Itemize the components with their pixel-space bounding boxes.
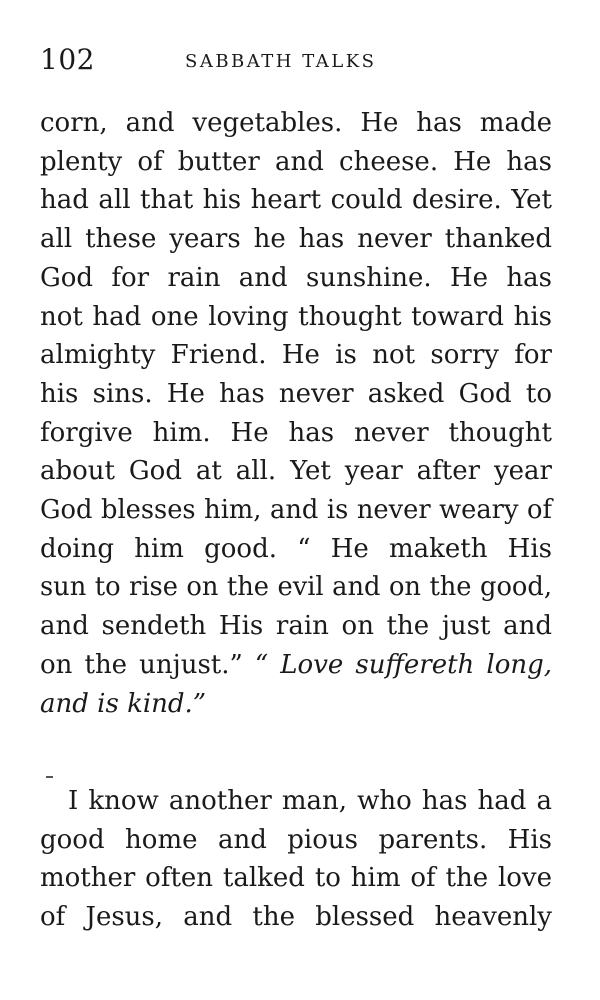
text-line: God for rain and sunshine. He has (40, 262, 552, 293)
running-title: SABBATH TALKS (185, 51, 377, 72)
page-number: 102 (40, 43, 95, 76)
paragraph-mark (46, 776, 53, 778)
text-line: had all that his heart could desire. Yet (40, 185, 552, 216)
text-line: almighty Friend. He is not sorry for (40, 340, 552, 371)
running-head (40, 42, 560, 82)
text-line: plenty of butter and cheese. He has (40, 146, 552, 177)
text-line: all these years he has never thanked (40, 224, 552, 255)
text-line: doing him good. “ He maketh His (40, 533, 552, 564)
text-line: his sins. He has never asked God to (40, 378, 552, 409)
text-line-italic-end: and is kind.” (40, 688, 207, 719)
paragraph-2 (40, 782, 552, 937)
text-line-plain: on the unjust.” (40, 649, 243, 680)
text-line-italic: “ Love suffereth long, (254, 649, 552, 680)
text-line: good home and pious parents. His (40, 824, 552, 855)
text-line: I know another man, who has had a (68, 786, 552, 816)
text-line: and sendeth His rain on the just and (40, 611, 552, 642)
text-line: corn, and vegetables. He has made (40, 108, 552, 138)
text-line: God blesses him, and is never weary of (40, 495, 552, 526)
text-line: about God at all. Yet year after year (40, 456, 552, 487)
text-line: mother often talked to him of the love (40, 863, 552, 894)
text-line-mixed (40, 646, 552, 685)
text-line: forgive him. He has never thought (40, 417, 552, 448)
text-line: of Jesus, and the blessed heavenly (40, 902, 552, 933)
text-line: sun to rise on the evil and on the good, (40, 572, 552, 603)
text-line: not had one loving thought toward his (40, 301, 552, 332)
paragraph-1 (40, 104, 552, 723)
